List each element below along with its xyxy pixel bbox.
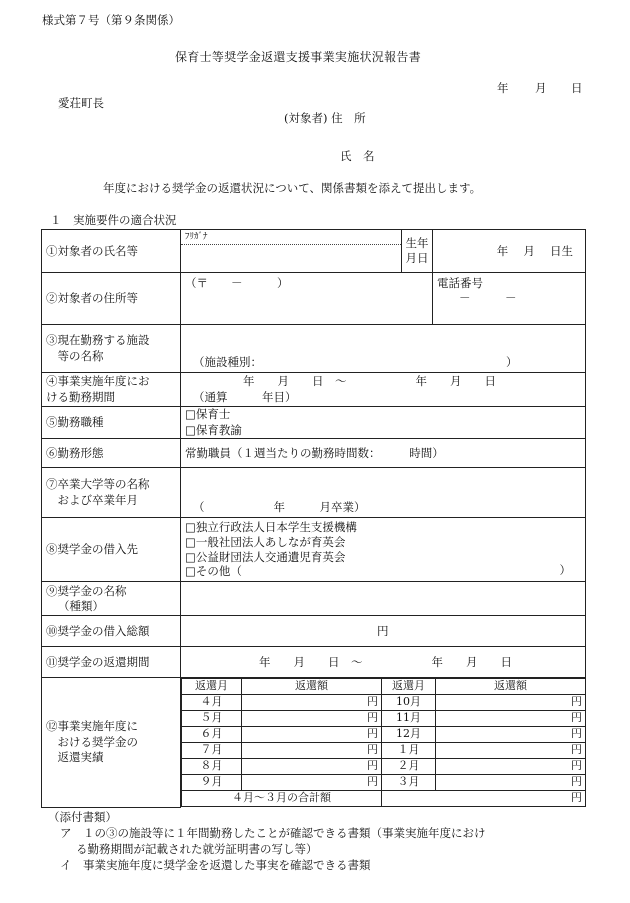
month-cell: ７月 — [182, 743, 242, 759]
row-repay-record-label — [42, 678, 181, 808]
row-repay-record-label-2: おける奨学金の — [46, 734, 138, 749]
row-facility-label — [42, 325, 181, 373]
row-occupation — [42, 407, 586, 439]
attachments-heading: （添付書類） — [48, 810, 117, 824]
row-school-label-2: および卒業年月 — [46, 492, 138, 507]
month-cell: ２月 — [382, 759, 436, 775]
requirements-table — [41, 229, 586, 808]
month-cell: １月 — [382, 743, 436, 759]
occupation-option-nursery-teacher[interactable]: □保育士 — [185, 407, 231, 421]
occupation-option-preschool-teacher[interactable]: □保育教諭 — [185, 422, 242, 437]
total-label: ４月～３月の合計額 — [182, 791, 382, 807]
row-scholarship-name — [42, 582, 586, 616]
row-lender — [42, 518, 586, 582]
birth-label — [402, 230, 433, 273]
applicant-address-label: (対象者) 住 所 — [284, 111, 366, 125]
work-period-total: （通算 年目） — [193, 389, 297, 404]
facility-type-close: ） — [506, 354, 518, 369]
amount-cell[interactable]: 円 — [242, 759, 382, 775]
repay-row — [182, 695, 586, 711]
month-cell: ９月 — [182, 775, 242, 791]
col-amount-left: 返還額 — [242, 679, 382, 695]
row-loan-total — [42, 616, 586, 647]
row-school-label — [42, 468, 181, 518]
row-name-label: ①対象者の氏名等 — [42, 230, 181, 273]
work-period-range: 年 月 日 ～ 年 月 日 — [243, 373, 496, 388]
applicant-name-label: 氏 名 — [340, 149, 375, 163]
row-repay-period-label: ⑪奨学金の返還期間 — [42, 647, 181, 678]
repay-period-field[interactable]: 年 月 日 ～ 年 月 日 — [181, 647, 586, 678]
row-lender-label: ⑧奨学金の借入先 — [42, 518, 181, 582]
repay-row — [182, 743, 586, 759]
amount-cell[interactable]: 円 — [242, 695, 382, 711]
attachment-a-line1: ア １の③の施設等に１年間勤務したことが確認できる書類（事業実施年度におけ — [60, 826, 486, 840]
phone-label: 電話番号 — [437, 276, 483, 290]
loan-total-field[interactable]: 円 — [181, 616, 586, 647]
row-scholarship-name-label-1: ⑨奨学金の名称 — [46, 583, 127, 598]
amount-cell[interactable]: 円 — [242, 727, 382, 743]
date-year: 年 — [497, 81, 509, 95]
work-period-field[interactable] — [181, 373, 586, 407]
occupation-options — [181, 407, 586, 439]
col-month-left: 返還月 — [182, 679, 242, 695]
document-title: 保育士等奨学金返還支援事業実施状況報告書 — [175, 50, 422, 64]
amount-cell[interactable]: 円 — [436, 759, 586, 775]
phone-value: － － — [459, 290, 517, 305]
phone-field[interactable] — [433, 273, 586, 325]
col-amount-right: 返還額 — [436, 679, 586, 695]
date-day: 日 — [571, 81, 583, 95]
name-field[interactable] — [181, 230, 402, 273]
month-cell: 11月 — [382, 711, 436, 727]
amount-cell[interactable]: 円 — [242, 775, 382, 791]
lender-option-kotsuiji[interactable]: □公益財団法人交通遺児育英会 — [185, 549, 346, 564]
facility-type-label: （施設種別： — [193, 354, 262, 369]
repay-row — [182, 711, 586, 727]
repay-total-row — [182, 791, 586, 807]
row-scholarship-name-label-2: （種類） — [58, 598, 104, 613]
total-amount-cell[interactable]: 円 — [382, 791, 586, 807]
repay-row — [182, 775, 586, 791]
repay-record-cell — [181, 678, 586, 808]
row-occupation-label: ⑤勤務職種 — [42, 407, 181, 439]
lender-options — [181, 518, 586, 582]
lender-option-jasso[interactable]: □独立行政法人日本学生支援機構 — [185, 519, 357, 534]
furigana-label: ﾌﾘｶﾞﾅ — [185, 232, 208, 242]
row-name — [42, 230, 586, 273]
row-school-label-1: ⑦卒業大学等の名称 — [46, 477, 150, 492]
amount-cell[interactable]: 円 — [436, 743, 586, 759]
row-repay-period — [42, 647, 586, 678]
date-month: 月 — [535, 81, 547, 95]
repay-record-table — [181, 678, 586, 807]
form-number: 様式第７号（第９条関係） — [42, 13, 180, 27]
row-facility-label-1: ③現在勤務する施設 — [46, 332, 150, 347]
postal-field[interactable]: （〒 － ） — [181, 273, 433, 325]
month-cell: 10月 — [382, 695, 436, 711]
birth-label-2: 月日 — [405, 251, 429, 265]
row-work-period — [42, 373, 586, 407]
month-cell: ４月 — [182, 695, 242, 711]
row-facility — [42, 325, 586, 373]
month-cell: ５月 — [182, 711, 242, 727]
amount-cell[interactable]: 円 — [436, 695, 586, 711]
scholarship-name-field[interactable] — [181, 582, 586, 616]
intro-text: 年度における奨学金の返還状況について、関係書類を添えて提出します。 — [103, 181, 482, 195]
amount-cell[interactable]: 円 — [436, 711, 586, 727]
row-repay-record — [42, 678, 586, 808]
row-employment-type — [42, 439, 586, 468]
amount-cell[interactable]: 円 — [242, 711, 382, 727]
attachment-i-line: イ 事業実施年度に奨学金を返還した事実を確認できる書類 — [60, 858, 371, 872]
row-work-period-label-1: ④事業実施年度にお — [46, 373, 150, 388]
amount-cell[interactable]: 円 — [436, 727, 586, 743]
amount-cell[interactable]: 円 — [242, 743, 382, 759]
month-cell: 12月 — [382, 727, 436, 743]
row-work-period-label — [42, 373, 181, 407]
lender-option-ashinaga[interactable]: □一般社団法人あしなが育英会 — [185, 534, 346, 549]
row-loan-total-label: ⑩奨学金の借入総額 — [42, 616, 181, 647]
birth-date-field[interactable]: 年 月 日生 — [433, 230, 586, 273]
furigana-divider — [181, 244, 401, 245]
row-repay-record-label-1: ⑫事業実施年度に — [46, 719, 138, 733]
birth-label-1: 生年 — [405, 236, 429, 251]
attachment-a-line2: る勤務期間が記載された就労証明書の写し等） — [76, 842, 318, 856]
col-month-right: 返還月 — [382, 679, 436, 695]
repay-row — [182, 759, 586, 775]
lender-option-other[interactable]: □その他（ — [185, 564, 242, 579]
repay-row — [182, 727, 586, 743]
employment-type-field[interactable]: 常勤職員（１週当たりの勤務時間数： 時間） — [181, 439, 586, 468]
repay-header-row — [182, 679, 586, 695]
row-school — [42, 468, 586, 518]
row-address-label: ②対象者の住所等 — [42, 273, 181, 325]
row-employment-type-label: ⑥勤務形態 — [42, 439, 181, 468]
section-heading: １ 実施要件の適合状況 — [50, 213, 177, 227]
school-field[interactable]: （ 年 月卒業） — [181, 468, 586, 518]
month-cell: ８月 — [182, 759, 242, 775]
row-work-period-label-2: ける勤務期間 — [46, 389, 115, 404]
lender-other-close: ） — [559, 563, 571, 578]
row-repay-record-label-3: 返還実績 — [46, 750, 104, 765]
addressee: 愛荘町長 — [58, 96, 104, 110]
row-address — [42, 273, 586, 325]
row-facility-label-2: 等の名称 — [46, 348, 104, 363]
facility-field[interactable] — [181, 325, 586, 373]
amount-cell[interactable]: 円 — [436, 775, 586, 791]
month-cell: ６月 — [182, 727, 242, 743]
month-cell: ３月 — [382, 775, 436, 791]
row-scholarship-name-label — [42, 582, 181, 616]
